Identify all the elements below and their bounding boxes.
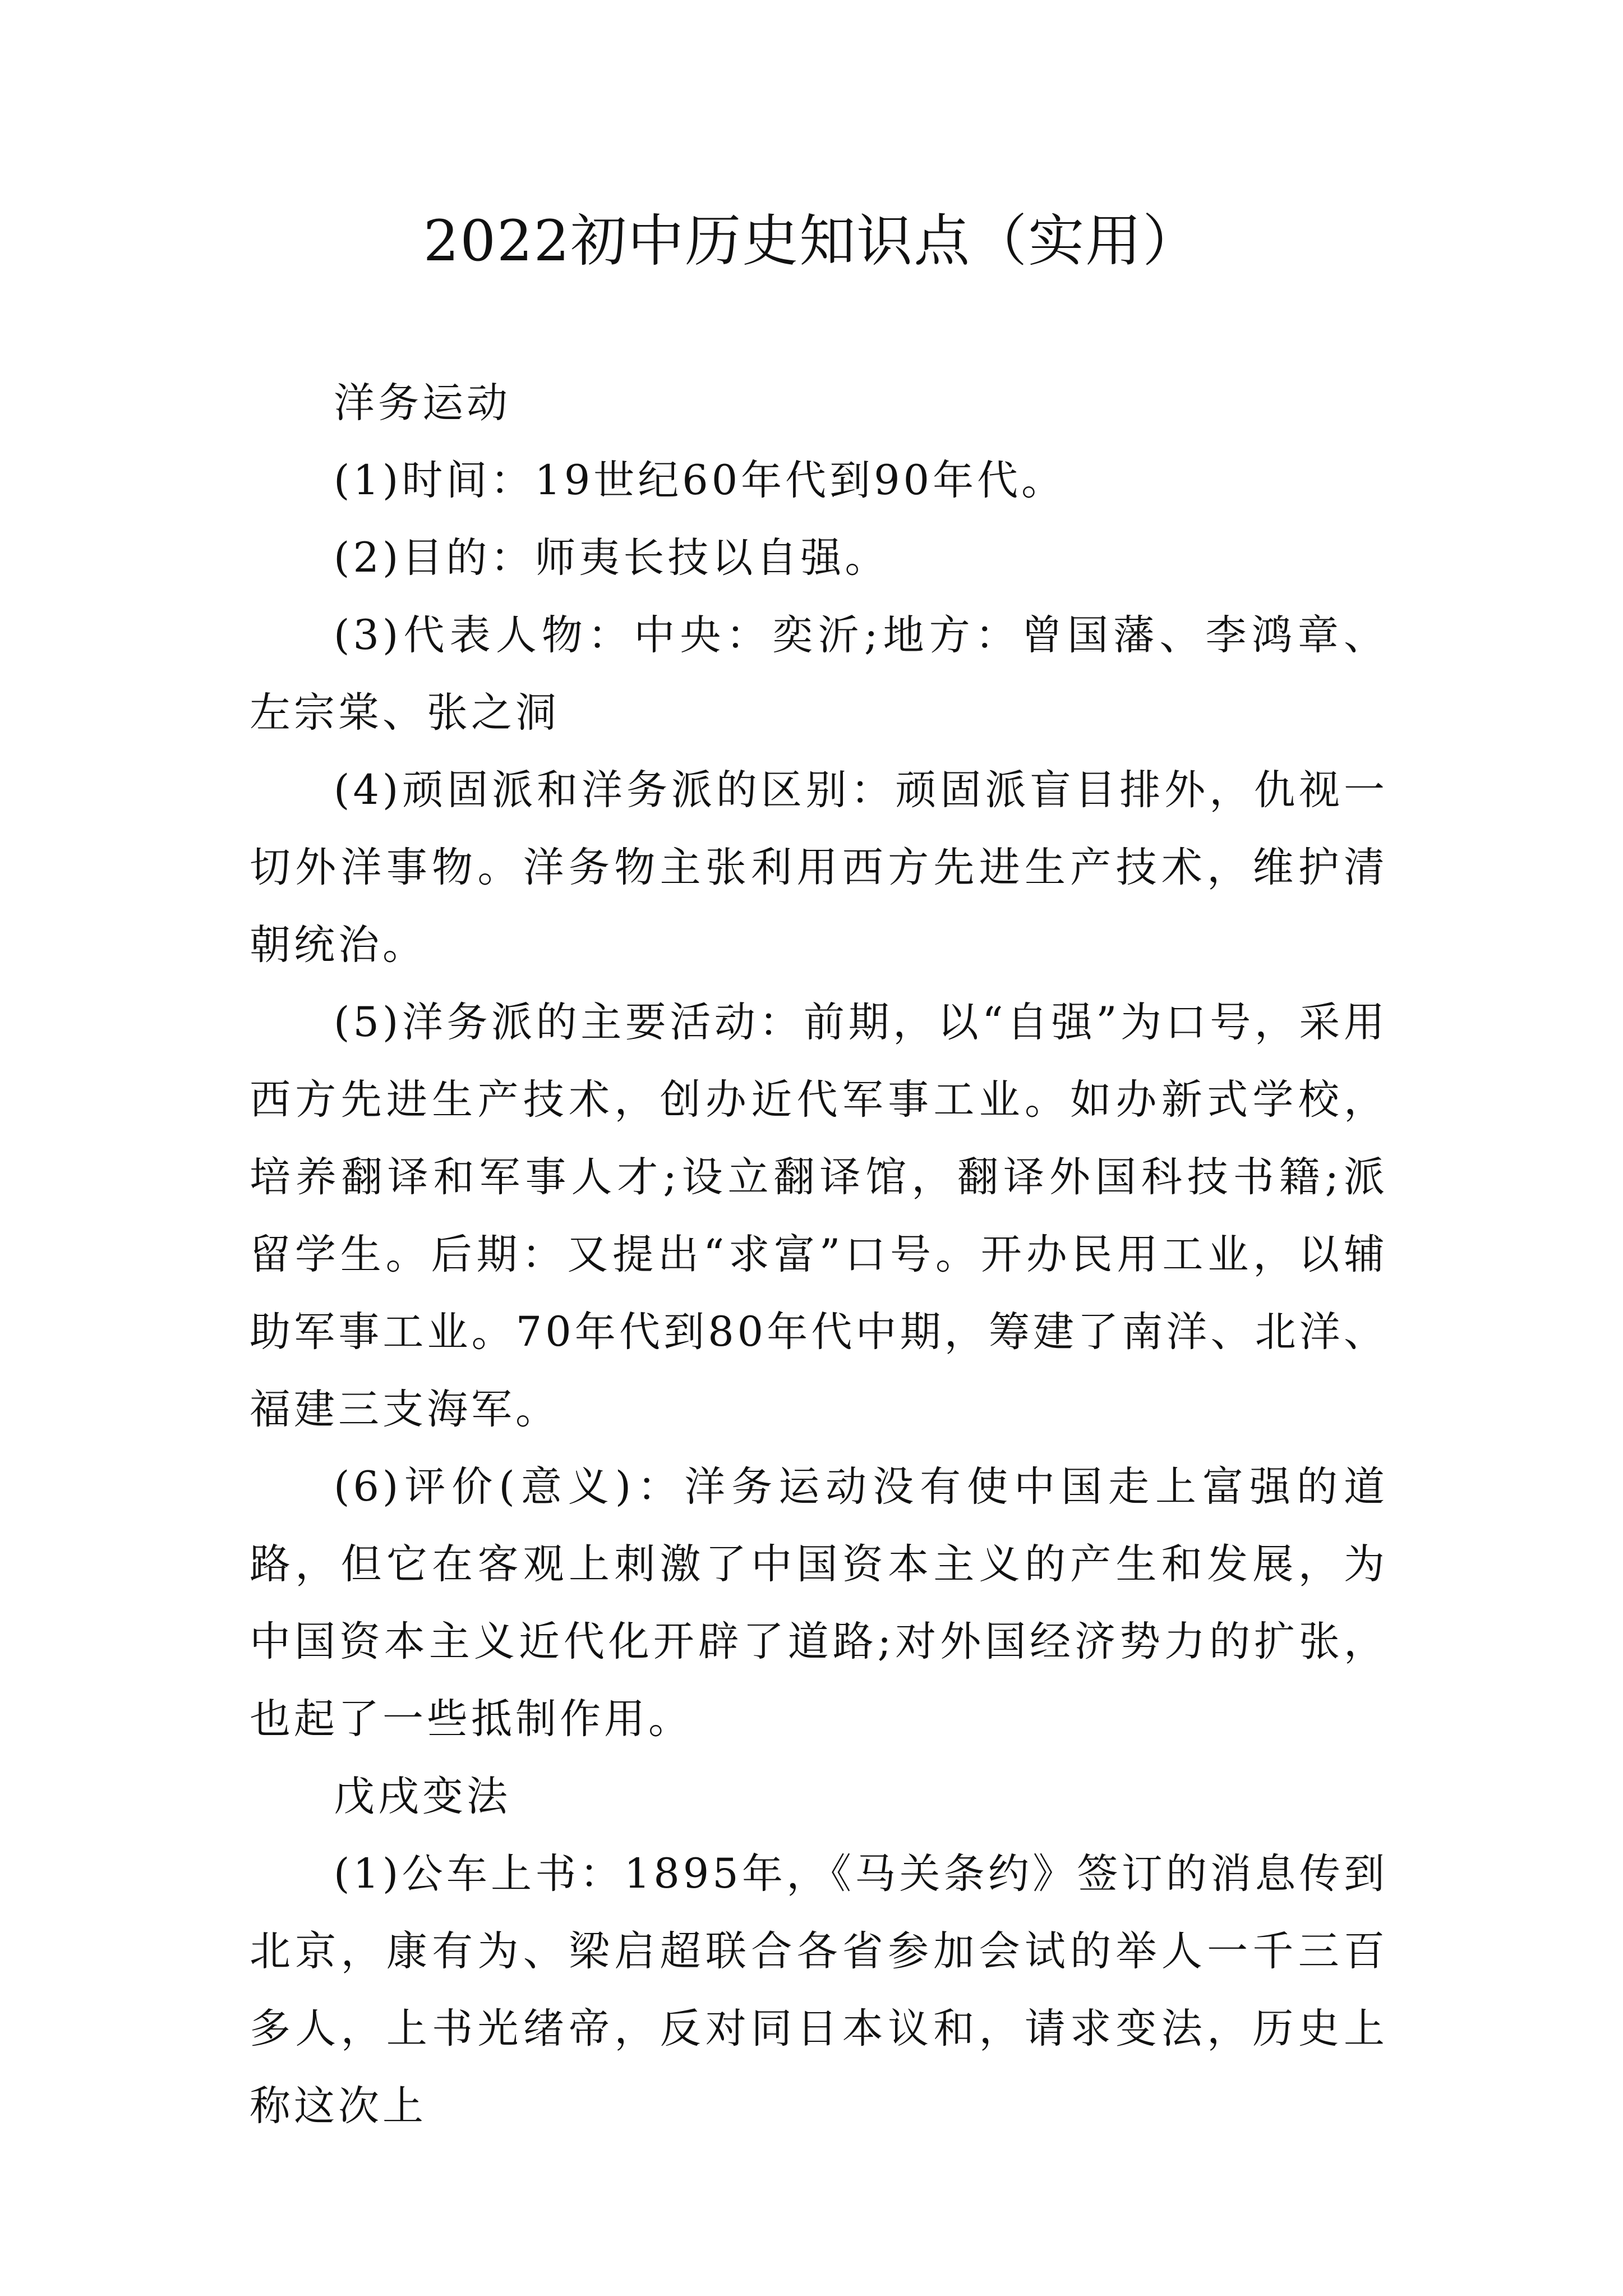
paragraph-representatives: (3)代表人物：中央：奕沂;地方：曾国藩、李鸿章、左宗棠、张之洞 — [250, 611, 1388, 737]
paragraph-time: (1)时间：19世纪60年代到90年代。 — [334, 457, 1066, 504]
section-heading-wuxu: 戊戌变法 — [334, 1773, 511, 1820]
document-title: 2022初中历史知识点（实用） — [423, 208, 1200, 274]
paragraph-difference: (4)顽固派和洋务派的区别：顽固派盲目排外，仇视一切外洋事物。洋务物主张利用西方先进生产技术，维护清朝统治。 — [250, 766, 1388, 969]
paragraph-gongche-shangshu: (1)公车上书：1895年，《马关条约》签订的消息传到北京，康有为、梁启超联合各省参加会试的举人一千三百多人，上书光绪帝，反对同日本议和，请求变法，历史上称这次上 — [250, 1850, 1388, 2130]
paragraph-purpose: (2)目的：师夷长技以自强。 — [334, 534, 889, 582]
paragraph-activities: (5)洋务派的主要活动：前期，以“自强”为口号，采用西方先进生产技术，创办近代军事工业。如办新式学校，培养翻译和军事人才;设立翻译馆，翻译外国科技书籍;派留学生。后期：又提出“求富”口号。开办民用工业，以辅助军事工业。70年代到80年代中期，筹建了南洋、北洋、福建三支海军。 — [250, 999, 1388, 1433]
paragraph-evaluation: (6)评价(意义)：洋务运动没有使中国走上富强的道路，但它在客观上刺激了中国资本主义的产生和发展，为中国资本主义近代化开辟了道路;对外国经济势力的扩张，也起了一些抵制作用。 — [250, 1463, 1388, 1743]
section-heading-yangwu: 洋务运动 — [334, 379, 511, 427]
document-body — [250, 365, 1388, 2145]
